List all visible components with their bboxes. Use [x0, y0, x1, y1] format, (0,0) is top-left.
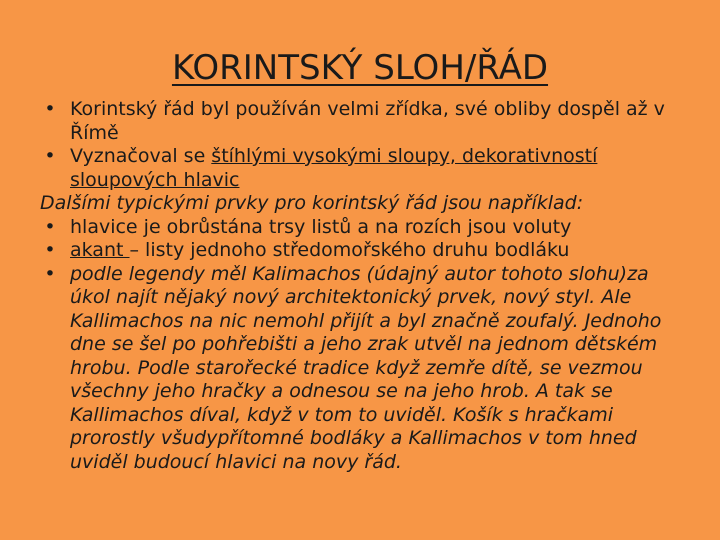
bullet-text: Korintský řád byl používán velmi zřídka, své obliby dospěl až v Římě: [70, 98, 665, 144]
bullet-marker: •: [44, 239, 56, 261]
bullet-text-underlined: štíhlými vysokými sloupy, dekorativností sloupových hlavic: [70, 145, 598, 191]
bullet-marker: •: [44, 98, 56, 120]
slide-content: [40, 98, 690, 474]
bullet-item-1: [40, 98, 690, 145]
bullet-text-prefix: Vyznačoval se: [70, 145, 212, 167]
bullet-item-3: [40, 216, 690, 240]
bullet-item-2: [40, 145, 690, 192]
bullet-item-5: [40, 263, 690, 475]
bullet-text-suffix: – listy jednoho středomořského druhu bodláku: [129, 239, 570, 261]
bullet-marker: •: [44, 262, 56, 285]
bullet-text: podle legendy měl Kalimachos (údajný autor tohoto slohu)za úkol najít nějaký nový architektonický prvek, nový styl. Ale Kallimachos na nic nemohl přijít a byl značně zoufalý. Jednoho dne se šel po pohřebišti a jeho zrak utvěl na jednom dětském hrobu. Podle starořecké tradice když zemře dítě, se vezmou všechny jeho hračky a odnesou se na jeho hrob. A tak se Kallimachos díval, když v tom to uviděl. Košík s hračkami prorostly všudypřítomné bodláky a Kallimachos v tom hned uviděl budoucí hlavici na novy řád.: [70, 262, 662, 473]
bullet-marker: •: [44, 215, 56, 238]
slide-title: [0, 46, 720, 90]
bullet-text-underlined: akant: [70, 239, 130, 261]
slide-title-text: KORINTSKÝ SLOH/ŘÁD: [171, 48, 549, 88]
section-heading: Dalšími typickými prvky pro korintský řád jsou například:: [40, 192, 584, 214]
bullet-marker: •: [44, 145, 56, 167]
bullet-text: hlavice je obrůstána trsy listů a na rozích jsou voluty: [70, 215, 572, 238]
bullet-item-4: [40, 239, 690, 263]
